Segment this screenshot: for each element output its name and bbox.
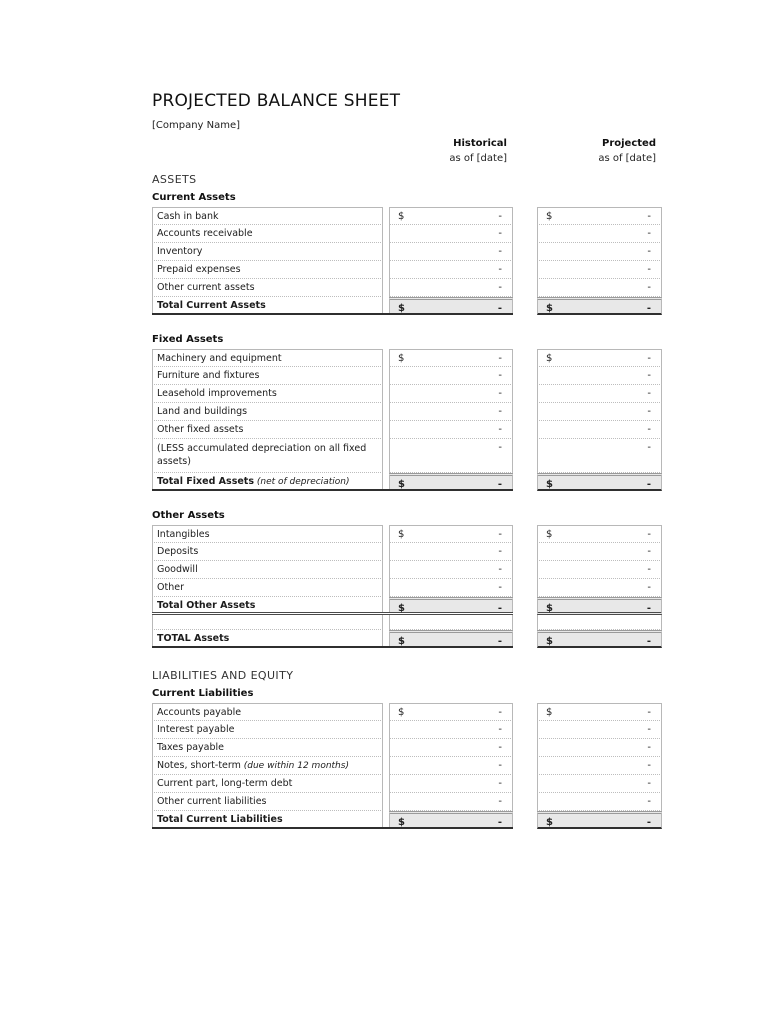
historical-value: - — [498, 724, 502, 735]
historical-value: - — [497, 636, 502, 647]
historical-value: - — [498, 564, 502, 575]
table-row — [152, 367, 662, 385]
currency-symbol: $ — [546, 479, 553, 490]
historical-value: - — [498, 529, 502, 540]
historical-value: - — [498, 282, 502, 293]
row-label-cell — [152, 225, 383, 243]
historical-value: - — [498, 778, 502, 789]
table-row — [152, 739, 662, 757]
projected-value-cell — [537, 597, 662, 615]
projected-value: - — [646, 603, 651, 614]
projected-value-cell — [537, 421, 662, 439]
historical-value: - — [498, 582, 502, 593]
projected-value: - — [647, 282, 651, 293]
row-label-note: (due within 12 months) — [240, 761, 349, 771]
row-label-cell — [152, 525, 383, 543]
historical-value: - — [498, 796, 502, 807]
currency-symbol: $ — [546, 603, 553, 614]
historical-as-of-date: as of [date] — [449, 153, 507, 164]
table-row — [152, 793, 662, 811]
row-label: Inventory — [157, 246, 203, 257]
row-label: Deposits — [157, 546, 199, 557]
projected-value-cell — [537, 721, 662, 739]
historical-value: - — [498, 406, 502, 417]
projected-value-cell — [537, 297, 662, 315]
row-label-cell — [152, 793, 383, 811]
historical-value-cell — [389, 207, 513, 225]
table-row — [152, 579, 662, 597]
row-label-cell — [152, 421, 383, 439]
row-left-pair — [152, 225, 513, 243]
row-label: Other current assets — [157, 282, 255, 293]
historical-value-cell — [389, 597, 513, 612]
projected-value-cell — [537, 225, 662, 243]
table-row — [152, 473, 662, 491]
row-left-pair — [152, 739, 513, 757]
projected-value-cell — [537, 349, 662, 367]
currency-symbol: $ — [398, 211, 405, 222]
row-left-pair — [152, 421, 513, 439]
section-table — [152, 703, 662, 829]
historical-value-cell — [389, 243, 513, 261]
row-left-pair — [152, 703, 513, 721]
section-table — [152, 525, 662, 648]
table-row — [152, 630, 662, 648]
row-left-pair — [152, 630, 513, 648]
projected-value: - — [647, 370, 651, 381]
projected-value: - — [647, 546, 651, 557]
historical-value: - — [498, 546, 502, 557]
currency-symbol: $ — [546, 353, 553, 364]
section-title: Fixed Assets — [152, 334, 224, 345]
row-label-cell — [152, 279, 383, 297]
row-label: Other — [157, 582, 184, 593]
row-left-pair — [152, 385, 513, 403]
historical-label: Historical — [453, 138, 507, 149]
row-left-pair — [152, 525, 513, 543]
projected-value-cell — [537, 403, 662, 421]
row-label: Other current liabilities — [157, 796, 267, 807]
currency-symbol: $ — [398, 303, 405, 314]
row-left-pair — [152, 579, 513, 597]
section-table — [152, 207, 662, 315]
currency-symbol: $ — [398, 353, 405, 364]
statement-section — [152, 510, 662, 648]
historical-value-cell — [389, 385, 513, 403]
statement-group — [152, 669, 662, 829]
projected-value: - — [647, 564, 651, 575]
row-label: Furniture and fixtures — [157, 370, 260, 381]
projected-value-cell — [537, 775, 662, 793]
row-left-pair — [152, 561, 513, 579]
table-row — [152, 207, 662, 225]
row-label: TOTAL Assets — [157, 633, 230, 644]
table-row — [152, 297, 662, 315]
historical-value-cell — [389, 543, 513, 561]
row-left-pair — [152, 793, 513, 811]
row-label-cell — [152, 615, 383, 630]
historical-value-cell — [389, 775, 513, 793]
row-label-cell — [152, 630, 383, 646]
historical-value: - — [498, 353, 502, 364]
group-sections — [152, 688, 662, 829]
row-label: Intangibles — [157, 529, 210, 540]
row-label-cell — [152, 775, 383, 793]
projected-value: - — [647, 796, 651, 807]
table-row — [152, 757, 662, 775]
section-title: Current Liabilities — [152, 688, 254, 699]
projected-value: - — [647, 228, 651, 239]
historical-value: - — [498, 424, 502, 435]
historical-column-header — [389, 136, 513, 166]
group-heading: ASSETS — [152, 173, 197, 186]
row-label-cell — [152, 811, 383, 827]
historical-value-cell — [389, 525, 513, 543]
row-label-cell — [152, 473, 383, 489]
table-row — [152, 721, 662, 739]
table-row — [152, 561, 662, 579]
historical-value: - — [498, 742, 502, 753]
statement-groups — [152, 173, 662, 829]
row-left-pair — [152, 811, 513, 829]
projected-value: - — [647, 246, 651, 257]
historical-value-cell — [389, 297, 513, 313]
historical-value-cell — [389, 703, 513, 721]
historical-value-cell — [389, 367, 513, 385]
projected-value: - — [646, 817, 651, 828]
projected-label: Projected — [602, 138, 656, 149]
currency-symbol: $ — [398, 479, 405, 490]
historical-value-cell — [389, 439, 513, 473]
row-left-pair — [152, 597, 513, 615]
currency-symbol: $ — [546, 303, 553, 314]
projected-value: - — [647, 582, 651, 593]
table-row — [152, 615, 662, 630]
historical-value-cell — [389, 403, 513, 421]
header-spacer — [152, 136, 389, 166]
row-label-cell — [152, 703, 383, 721]
group-sections — [152, 192, 662, 648]
projected-value-cell — [537, 525, 662, 543]
row-left-pair — [152, 261, 513, 279]
row-label-cell — [152, 597, 383, 612]
row-label-cell — [152, 261, 383, 279]
section-title: Current Assets — [152, 192, 236, 203]
currency-symbol: $ — [398, 636, 405, 647]
row-label: Other fixed assets — [157, 424, 244, 435]
company-name: [Company Name] — [152, 120, 241, 131]
row-label-cell — [152, 543, 383, 561]
projected-value-cell — [537, 439, 662, 473]
row-left-pair — [152, 243, 513, 261]
projected-column-header — [537, 136, 662, 166]
projected-value: - — [647, 442, 651, 453]
projected-value-cell — [537, 243, 662, 261]
historical-value-cell — [389, 630, 513, 646]
currency-symbol: $ — [398, 707, 405, 718]
projected-value-cell — [537, 543, 662, 561]
historical-value-cell — [389, 793, 513, 811]
projected-value-cell — [537, 385, 662, 403]
statement-section — [152, 688, 662, 829]
projected-value: - — [647, 211, 651, 222]
projected-value-cell — [537, 630, 662, 648]
projected-value-cell — [537, 739, 662, 757]
table-row — [152, 775, 662, 793]
table-row — [152, 385, 662, 403]
projected-value-cell — [537, 207, 662, 225]
row-label-cell — [152, 207, 383, 225]
table-row — [152, 403, 662, 421]
projected-value-cell — [537, 703, 662, 721]
historical-value-cell — [389, 421, 513, 439]
historical-value: - — [498, 388, 502, 399]
projected-value: - — [646, 479, 651, 490]
historical-value-cell — [389, 757, 513, 775]
row-label: Notes, short-term — [157, 760, 241, 771]
historical-value: - — [498, 707, 502, 718]
row-label: (LESS accumulated depreciation on all fixed assets) — [157, 443, 367, 467]
projected-value-cell — [537, 757, 662, 775]
historical-value-cell — [389, 225, 513, 243]
projected-value: - — [646, 636, 651, 647]
historical-value: - — [497, 817, 502, 828]
row-label-cell — [152, 243, 383, 261]
historical-value-cell — [389, 721, 513, 739]
row-label: Total Fixed Assets — [157, 476, 254, 487]
row-left-pair — [152, 403, 513, 421]
row-label-cell — [152, 561, 383, 579]
projected-value: - — [647, 388, 651, 399]
row-label-cell — [152, 385, 383, 403]
row-label-cell — [152, 757, 383, 775]
projected-value-cell — [537, 473, 662, 491]
row-label: Leasehold improvements — [157, 388, 277, 399]
projected-value: - — [646, 303, 651, 314]
projected-value-cell — [537, 279, 662, 297]
currency-symbol: $ — [546, 211, 553, 222]
row-label-cell — [152, 349, 383, 367]
row-label-cell — [152, 579, 383, 597]
table-row — [152, 811, 662, 829]
projected-value: - — [647, 778, 651, 789]
column-headers — [152, 136, 662, 166]
row-label-cell — [152, 367, 383, 385]
table-row — [152, 543, 662, 561]
row-label: Land and buildings — [157, 406, 248, 417]
currency-symbol: $ — [546, 636, 553, 647]
historical-value-cell — [389, 349, 513, 367]
table-row — [152, 243, 662, 261]
table-row — [152, 279, 662, 297]
historical-value: - — [498, 442, 502, 453]
historical-value: - — [498, 246, 502, 257]
table-row — [152, 421, 662, 439]
table-row — [152, 525, 662, 543]
page-title: PROJECTED BALANCE SHEET — [152, 91, 401, 111]
row-left-pair — [152, 757, 513, 775]
table-row — [152, 349, 662, 367]
historical-value: - — [498, 211, 502, 222]
projected-value: - — [647, 353, 651, 364]
row-left-pair — [152, 207, 513, 225]
table-row — [152, 703, 662, 721]
row-label-cell — [152, 721, 383, 739]
row-left-pair — [152, 473, 513, 491]
projected-value: - — [647, 724, 651, 735]
historical-value-cell — [389, 739, 513, 757]
row-label: Cash in bank — [157, 211, 219, 222]
row-left-pair — [152, 775, 513, 793]
table-row — [152, 439, 662, 473]
projected-value: - — [647, 760, 651, 771]
row-label-cell — [152, 403, 383, 421]
historical-value-cell — [389, 811, 513, 827]
row-label: Accounts payable — [157, 707, 242, 718]
projected-value: - — [647, 406, 651, 417]
currency-symbol: $ — [546, 817, 553, 828]
historical-value: - — [497, 603, 502, 614]
projected-value: - — [647, 707, 651, 718]
projected-value-cell — [537, 561, 662, 579]
projected-value-cell — [537, 811, 662, 829]
statement-section — [152, 192, 662, 315]
projected-value-cell — [537, 615, 662, 630]
historical-value: - — [498, 760, 502, 771]
row-left-pair — [152, 721, 513, 739]
projected-value-cell — [537, 261, 662, 279]
group-heading: LIABILITIES AND EQUITY — [152, 669, 294, 682]
historical-value: - — [497, 303, 502, 314]
historical-value-cell — [389, 579, 513, 597]
currency-symbol: $ — [546, 529, 553, 540]
row-label-cell — [152, 739, 383, 757]
row-label: Prepaid expenses — [157, 264, 241, 275]
historical-value-cell — [389, 473, 513, 489]
row-left-pair — [152, 279, 513, 297]
projected-value-cell — [537, 793, 662, 811]
row-left-pair — [152, 615, 513, 630]
row-label: Machinery and equipment — [157, 353, 282, 364]
statement-section — [152, 334, 662, 491]
historical-value: - — [498, 228, 502, 239]
historical-value-cell — [389, 279, 513, 297]
historical-value: - — [498, 370, 502, 381]
row-left-pair — [152, 543, 513, 561]
row-left-pair — [152, 297, 513, 315]
historical-value-cell — [389, 615, 513, 630]
row-label: Total Other Assets — [157, 600, 256, 611]
row-label: Current part, long-term debt — [157, 778, 293, 789]
table-row — [152, 261, 662, 279]
row-label: Total Current Liabilities — [157, 814, 283, 825]
statement-group — [152, 173, 662, 648]
projected-as-of-date: as of [date] — [598, 153, 656, 164]
row-left-pair — [152, 349, 513, 367]
row-label-note: (net of depreciation) — [254, 477, 350, 487]
historical-value: - — [497, 479, 502, 490]
currency-symbol: $ — [398, 529, 405, 540]
projected-value-cell — [537, 367, 662, 385]
historical-value-cell — [389, 261, 513, 279]
projected-value: - — [647, 529, 651, 540]
row-label-cell — [152, 297, 383, 313]
table-row — [152, 597, 662, 615]
section-title: Other Assets — [152, 510, 225, 521]
projected-value-cell — [537, 579, 662, 597]
projected-value: - — [647, 742, 651, 753]
historical-value: - — [498, 264, 502, 275]
row-label: Interest payable — [157, 724, 235, 735]
section-table — [152, 349, 662, 491]
row-left-pair — [152, 367, 513, 385]
currency-symbol: $ — [398, 603, 405, 614]
row-label: Accounts receivable — [157, 228, 253, 239]
currency-symbol: $ — [398, 817, 405, 828]
table-row — [152, 225, 662, 243]
historical-value-cell — [389, 561, 513, 579]
projected-value: - — [647, 424, 651, 435]
row-label: Total Current Assets — [157, 300, 266, 311]
projected-value: - — [647, 264, 651, 275]
row-label-cell — [152, 439, 383, 473]
row-left-pair — [152, 439, 513, 473]
row-label: Goodwill — [157, 564, 198, 575]
row-label: Taxes payable — [157, 742, 225, 753]
currency-symbol: $ — [546, 707, 553, 718]
